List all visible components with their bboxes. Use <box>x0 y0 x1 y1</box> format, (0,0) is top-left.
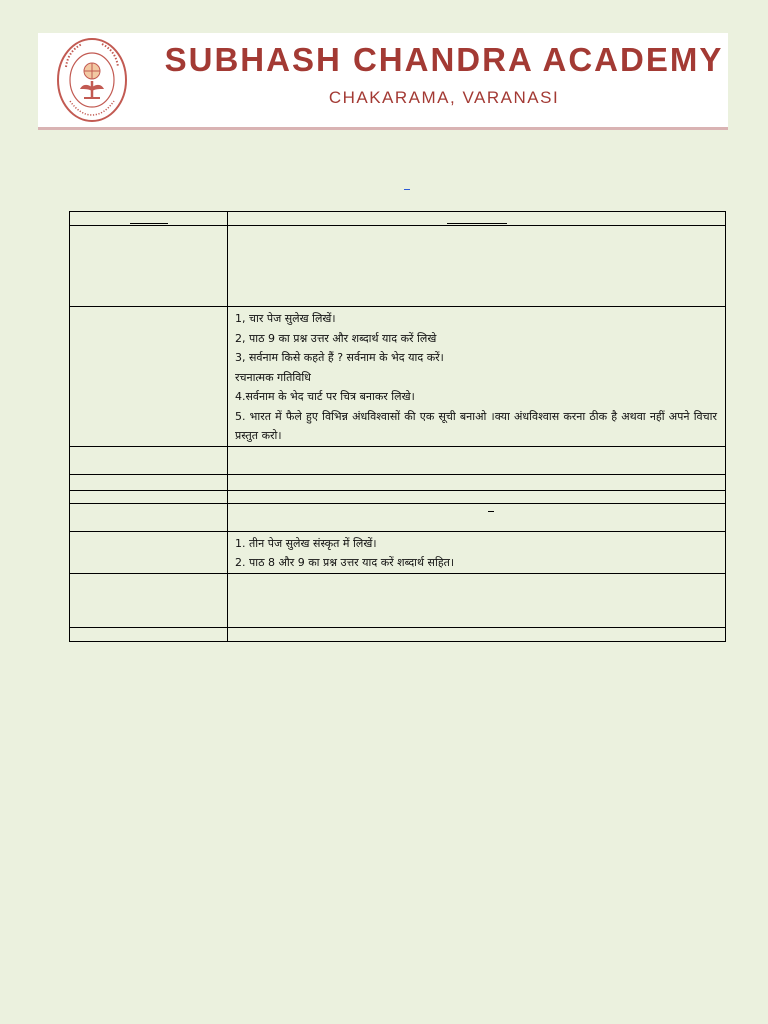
row-label <box>70 490 228 503</box>
title-placeholder-dash <box>404 189 410 190</box>
table-row <box>70 627 726 641</box>
table-row-sanskrit <box>70 531 726 573</box>
table-header-subject <box>70 212 228 226</box>
row-content <box>228 307 726 447</box>
task-line: 3, सर्वनाम किसे कहते हैं ? सर्वनाम के भेद याद करें। <box>235 351 444 364</box>
table-header-row <box>70 212 726 226</box>
row-label <box>70 307 228 447</box>
table-header-work <box>228 212 726 226</box>
table-row-hindi <box>70 307 726 447</box>
row-label <box>70 474 228 490</box>
academy-location: CHAKARAMA, VARANASI <box>328 88 560 107</box>
task-line: 1. तीन पेज सुलेख संस्कृत में लिखें। <box>235 536 377 550</box>
task-line: 1, चार पेज सुलेख लिखें। <box>235 312 336 325</box>
academy-logo-seal <box>56 37 128 123</box>
row-content <box>228 474 726 490</box>
row-content <box>228 490 726 503</box>
row-content <box>228 531 726 573</box>
row-placeholder-dash <box>488 511 494 512</box>
table-row <box>70 474 726 490</box>
row-label <box>70 503 228 531</box>
task-line: 2. पाठ 8 और 9 का प्रश्न उत्तर याद करें शब्दार्थ सहित। <box>235 556 455 569</box>
table-row <box>70 446 726 474</box>
row-label <box>70 446 228 474</box>
row-label <box>70 627 228 641</box>
school-letterhead <box>38 33 728 130</box>
row-content <box>228 573 726 627</box>
table-row <box>70 503 726 531</box>
row-label <box>70 531 228 573</box>
task-line: 2, पाठ 9 का प्रश्न उत्तर और शब्दार्थ याद करें लिखे <box>235 331 437 345</box>
homework-table <box>69 211 726 642</box>
row-content <box>228 627 726 641</box>
table-row <box>70 573 726 627</box>
row-content <box>228 226 726 307</box>
task-line: रचनात्मक गतिविधि <box>235 370 311 384</box>
table-row <box>70 226 726 307</box>
row-label <box>70 226 228 307</box>
task-line: 4.सर्वनाम के भेद चार्ट पर चित्र बनाकर लिखे। <box>235 390 415 403</box>
academy-name: SUBHASH CHANDRA ACADEMY <box>164 41 724 78</box>
row-label <box>70 573 228 627</box>
table-row <box>70 490 726 503</box>
row-content <box>228 446 726 474</box>
row-content <box>228 503 726 531</box>
task-line: 5. भारत में फैले हुए विभिन्न अंधविश्वासों की एक सूची बनाओ ।क्या अंधविश्वास करना ठीक है अथवा नहीं अपने विचार प्रस्तुत करो। <box>235 409 717 442</box>
